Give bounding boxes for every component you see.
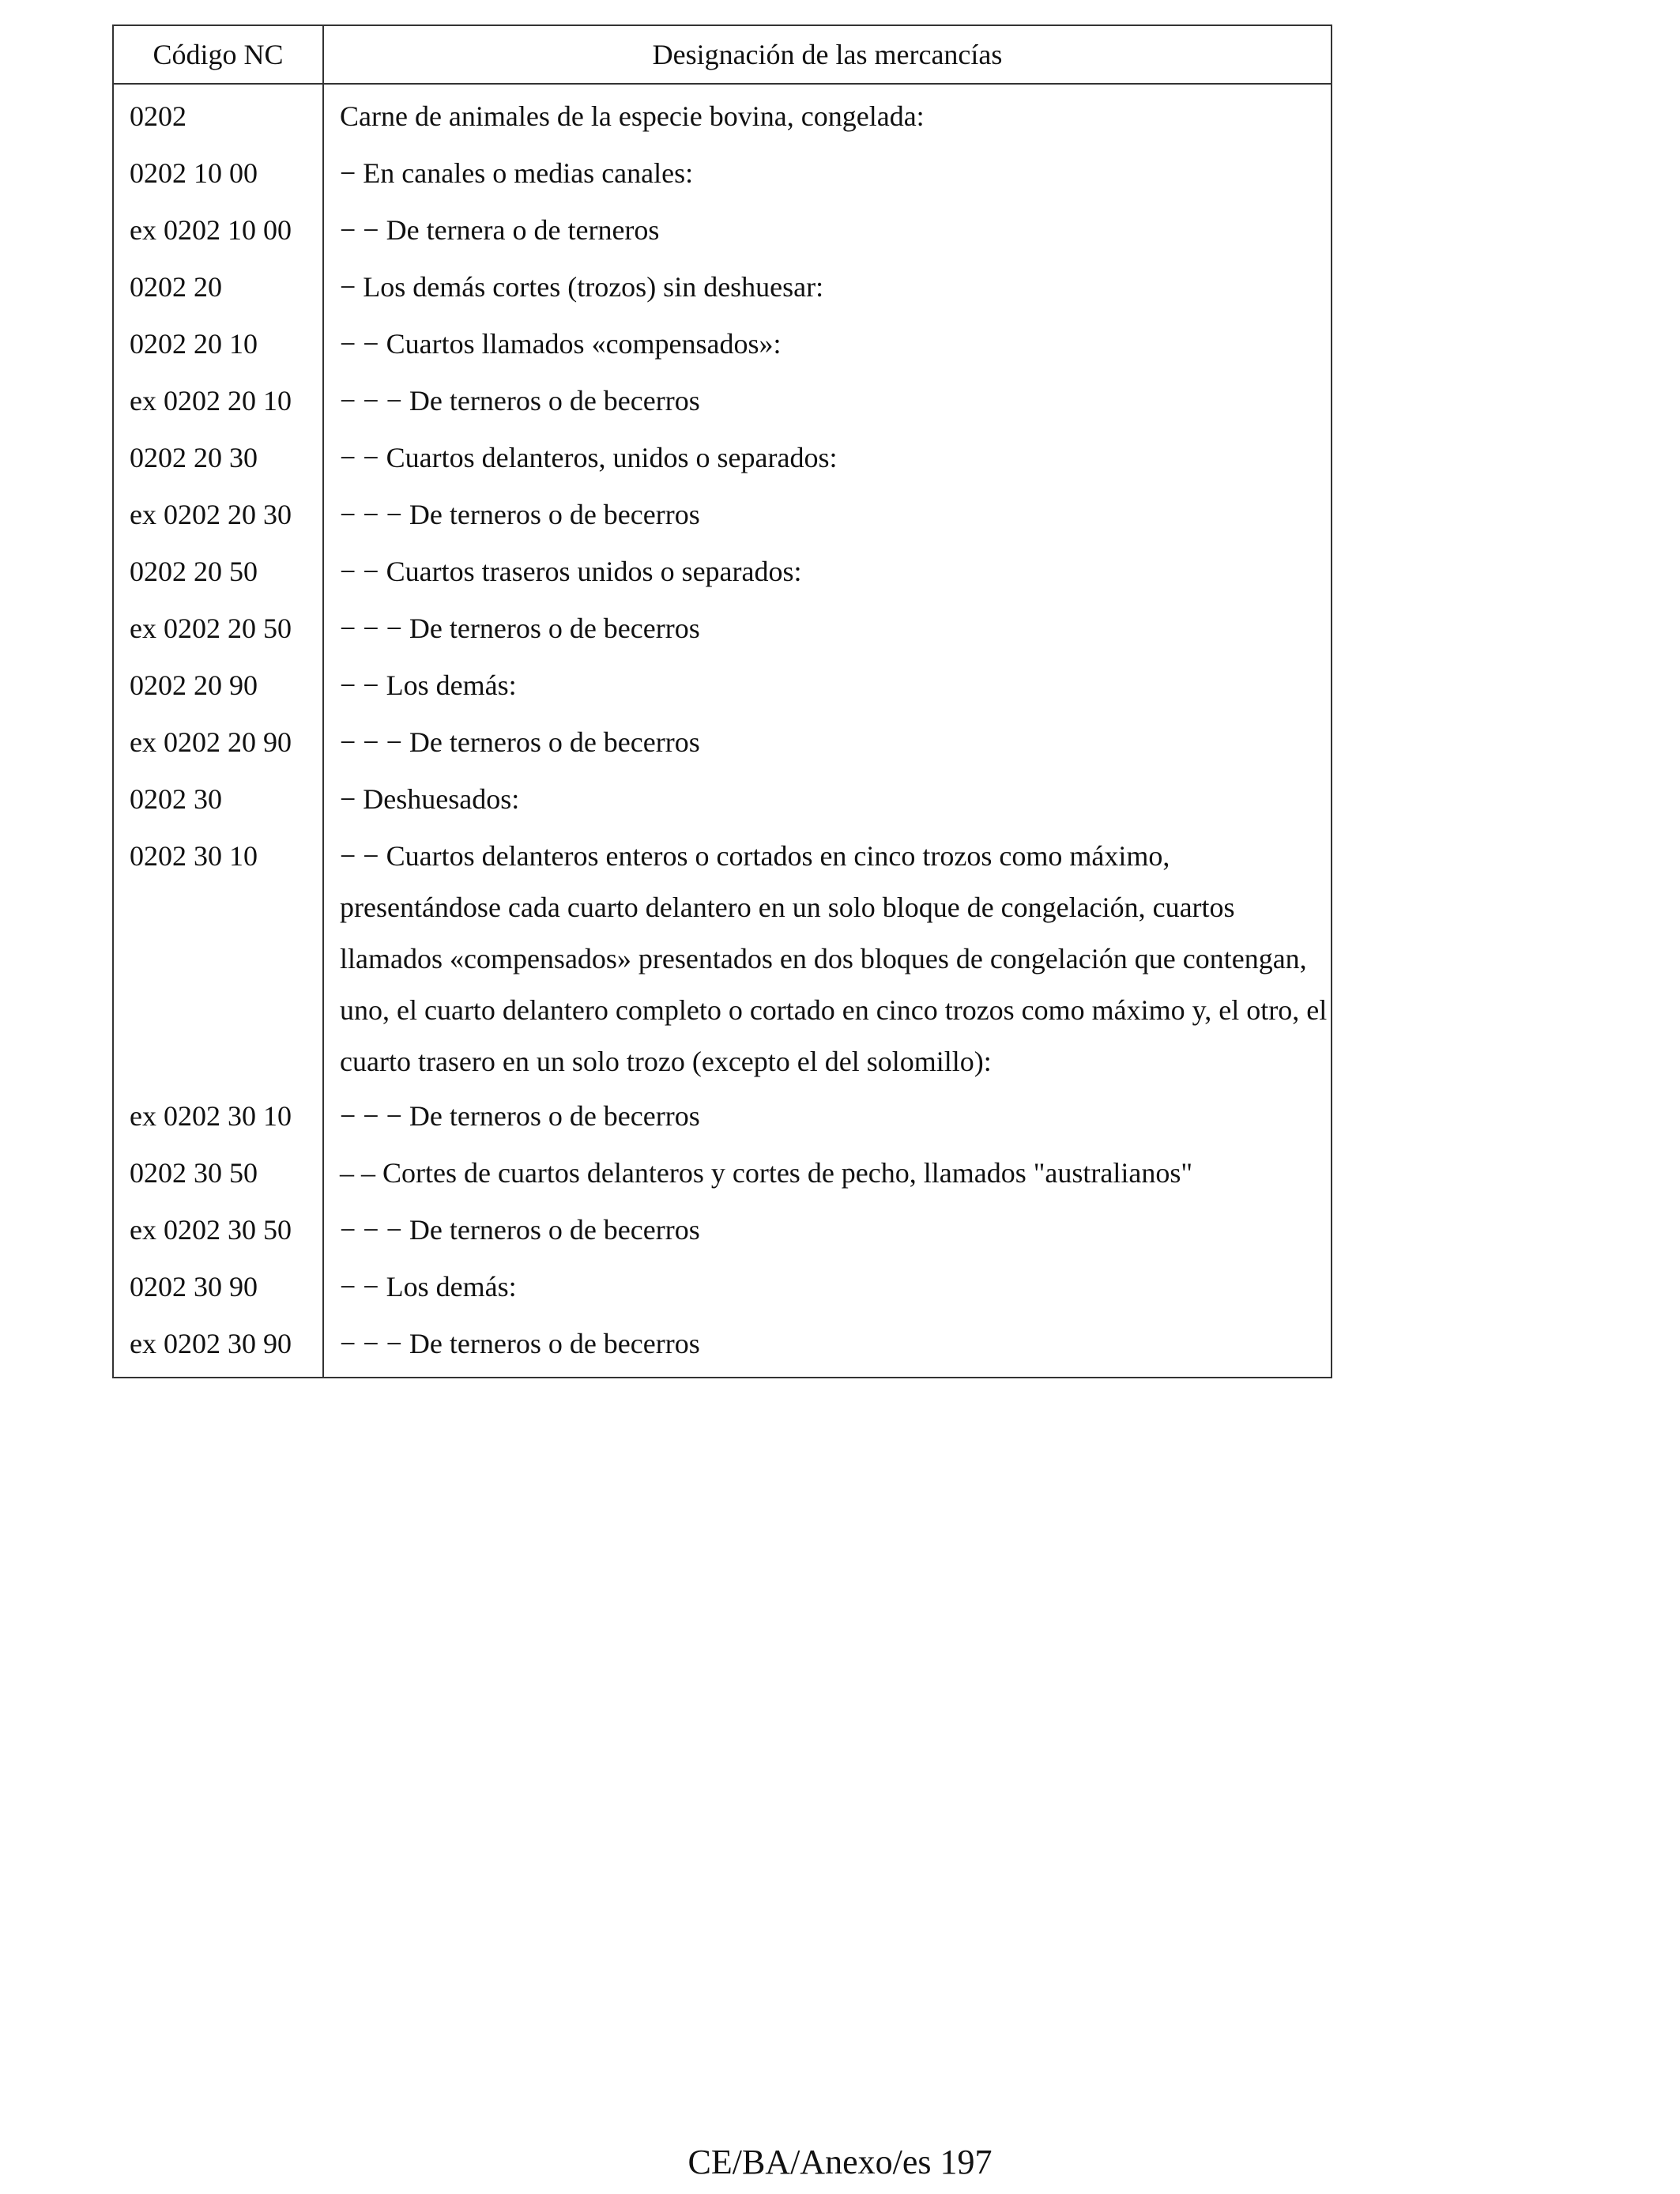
table-row: [113, 1258, 1332, 1315]
designation: − − − De terneros o de becerros: [323, 1088, 1332, 1144]
nc-code: 0202 20 50: [113, 543, 323, 600]
designation: − − − De terneros o de becerros: [323, 1315, 1332, 1378]
table-row: [113, 202, 1332, 258]
designation: − − Los demás:: [323, 1258, 1332, 1315]
nc-code: 0202 20 10: [113, 315, 323, 372]
table-header-row: [113, 25, 1332, 84]
nc-code: ex 0202 30 50: [113, 1201, 323, 1258]
designation: − − Cuartos delanteros enteros o cortados en cinco trozos como máximo, presentándose cada cuarto delantero en un solo bloque de congelación, cuartos llamados «compensados» presentados en dos bloques de congelación que contengan, uno, el cuarto delantero completo o cortado en cinco trozos como máximo y, el otro, el cuarto trasero en un solo trozo (excepto el del solomillo):: [323, 827, 1332, 1088]
page-footer-reference: CE/BA/Anexo/es 197: [687, 2143, 993, 2181]
designation: − − Cuartos delanteros, unidos o separados:: [323, 429, 1332, 486]
designation: − − − De terneros o de becerros: [323, 714, 1332, 771]
designation: – – Cortes de cuartos delanteros y cortes de pecho, llamados "australianos": [323, 1144, 1332, 1201]
table-row: [113, 84, 1332, 145]
nc-code: 0202 30 10: [113, 827, 323, 1088]
table-row: [113, 429, 1332, 486]
nc-code-table: [112, 25, 1332, 1378]
table-row: [113, 543, 1332, 600]
designation: − − − De terneros o de becerros: [323, 372, 1332, 429]
table-row: [113, 372, 1332, 429]
designation: − − Cuartos traseros unidos o separados:: [323, 543, 1332, 600]
table-row: [113, 258, 1332, 315]
header-code: Código NC: [113, 25, 323, 84]
designation: − − Los demás:: [323, 657, 1332, 714]
table-row: [113, 714, 1332, 771]
nc-code: 0202 20 30: [113, 429, 323, 486]
nc-code: 0202: [113, 84, 323, 145]
table-row: [113, 827, 1332, 1088]
designation: − Deshuesados:: [323, 771, 1332, 827]
nc-code: ex 0202 30 10: [113, 1088, 323, 1144]
table-row: [113, 1315, 1332, 1378]
nc-code: 0202 20: [113, 258, 323, 315]
header-designation: Designación de las mercancías: [323, 25, 1332, 84]
designation: − En canales o medias canales:: [323, 145, 1332, 202]
nc-code: ex 0202 30 90: [113, 1315, 323, 1378]
nc-code: 0202 20 90: [113, 657, 323, 714]
designation: − Los demás cortes (trozos) sin deshuesar:: [323, 258, 1332, 315]
nc-code: 0202 30: [113, 771, 323, 827]
table-row: [113, 1088, 1332, 1144]
designation: Carne de animales de la especie bovina, congelada:: [323, 84, 1332, 145]
table-body: [113, 84, 1332, 1378]
nc-code: ex 0202 10 00: [113, 202, 323, 258]
designation: − − − De terneros o de becerros: [323, 1201, 1332, 1258]
nc-code: 0202 10 00: [113, 145, 323, 202]
nc-code: 0202 30 90: [113, 1258, 323, 1315]
table-row: [113, 1144, 1332, 1201]
designation: − − − De terneros o de becerros: [323, 600, 1332, 657]
designation: − − − De terneros o de becerros: [323, 486, 1332, 543]
table-row: [113, 1201, 1332, 1258]
table-row: [113, 315, 1332, 372]
table-row: [113, 145, 1332, 202]
designation: − − De ternera o de terneros: [323, 202, 1332, 258]
nc-code: ex 0202 20 50: [113, 600, 323, 657]
nc-code: ex 0202 20 30: [113, 486, 323, 543]
table-row: [113, 657, 1332, 714]
nc-code: ex 0202 20 10: [113, 372, 323, 429]
table-row: [113, 771, 1332, 827]
table-row: [113, 600, 1332, 657]
table-row: [113, 486, 1332, 543]
designation: − − Cuartos llamados «compensados»:: [323, 315, 1332, 372]
nc-code: 0202 30 50: [113, 1144, 323, 1201]
nc-code: ex 0202 20 90: [113, 714, 323, 771]
